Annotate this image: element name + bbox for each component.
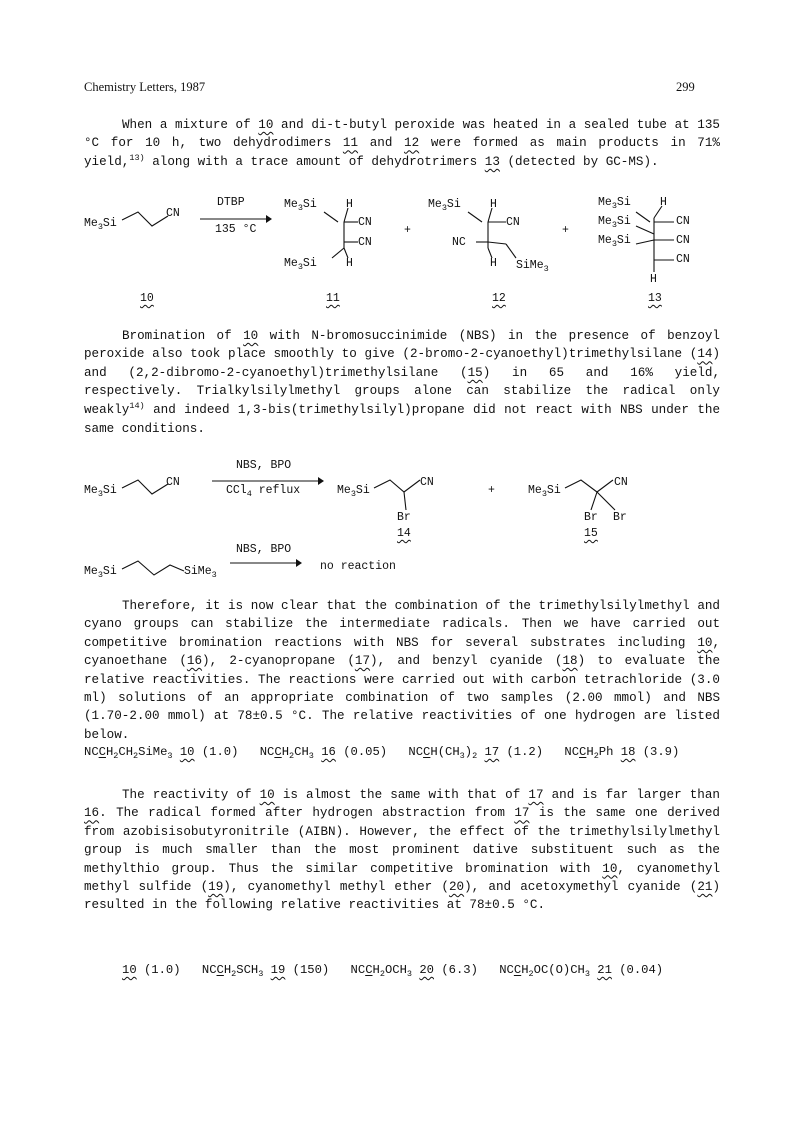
page-number: 299: [676, 80, 695, 94]
me3si-label: $Me_3Si$: [598, 234, 631, 249]
cn-label: CN: [166, 476, 180, 489]
no-reaction-label: no reaction: [320, 560, 396, 573]
reactivity-value: (1.0): [201, 745, 239, 759]
cn-label: CN: [614, 476, 628, 489]
compound-ref: 19: [270, 963, 286, 977]
compound-ref: 10: [122, 963, 137, 977]
reactivity-value: (0.04): [619, 963, 664, 977]
compound-label-10: 10: [140, 292, 154, 305]
reactivity-formula: $NCCH_2OC(O)CH_3$: [499, 963, 590, 979]
compound-ref: 12: [404, 136, 420, 151]
reactivity-value: (3.9): [642, 745, 680, 759]
reactivity-formula: $NCCH_2CH_3$: [259, 745, 314, 761]
reference-mark: 14): [129, 400, 145, 411]
condition-label: CCl$_4$ reflux: [226, 484, 301, 499]
compound-ref: 10: [243, 329, 259, 343]
compound-ref: 20: [419, 963, 434, 977]
plus-sign: +: [488, 484, 495, 497]
compound-label-14: 14: [397, 527, 411, 540]
reactivity-value: (6.3): [441, 963, 478, 977]
compound-ref: 18: [620, 745, 636, 759]
compound-label-13: 13: [648, 292, 662, 305]
compound-ref: 18: [562, 654, 578, 669]
compound-ref: 10: [697, 635, 713, 650]
me3si-label: $Me_3Si$: [84, 565, 117, 580]
nc-label: NC: [452, 236, 466, 249]
reactivity-formula: $NCCH_2OCH_3$: [350, 963, 413, 979]
compound-ref: 21: [697, 880, 713, 895]
reference-mark: 13): [129, 152, 145, 163]
compound-ref: 16: [186, 654, 203, 669]
me3si-label: $Me_3Si$: [528, 484, 561, 499]
plus-sign: +: [404, 224, 411, 237]
reactivity-value: (1.2): [506, 745, 544, 759]
reactivity-list-2: [122, 963, 762, 977]
sime3-label: SiMe$_3$: [184, 565, 217, 580]
compound-ref: 13: [484, 154, 500, 169]
compound-ref: 17: [528, 788, 544, 802]
me3si-label: $Me_3Si$: [284, 257, 317, 272]
cn-label: CN: [358, 216, 372, 229]
me3si-label: $Me_3Si$: [428, 198, 461, 213]
reactivity-value: (150): [292, 963, 330, 977]
cn-label: CN: [676, 234, 690, 247]
compound-ref: 21: [597, 963, 612, 977]
compound-ref: 15: [467, 365, 483, 380]
reagent-label: DTBP: [217, 196, 245, 209]
compound-label-15: 15: [584, 527, 598, 540]
cn-label: CN: [358, 236, 372, 249]
compound-ref: 17: [354, 654, 371, 669]
h-label: H: [346, 198, 353, 211]
reactivity-value: (1.0): [143, 963, 181, 977]
plus-sign: +: [562, 224, 569, 237]
reactivity-formula: $NCCH_2SCH_3$: [201, 963, 264, 979]
me3si-label: $Me_3Si$: [284, 198, 317, 213]
compound-ref: 16: [321, 745, 336, 759]
paragraph-4: The reactivity of 10 is almost the same with that of 17 and is far larger than 16. The radical formed after hydrogen abstraction from 17 is the same one derived from azobisisobutyronitrile (AIBN). However, the effect of the trimethylsilylmethyl group is much smaller than the most prominent dative substituent such as the methylthio group. Thus the similar competitive bromination with 10, cyanomethyl methyl sulfide (19), cyanomethyl methyl ether (20), and acetoxymethyl cyanide (21) resulted in the following relative reactivities at 78±0.5 °C.: [84, 788, 720, 913]
me3si-label: $Me_3Si$: [337, 484, 370, 499]
reaction-arrow: [230, 558, 302, 568]
compound-ref: 19: [208, 880, 224, 895]
cn-label: CN: [676, 253, 690, 266]
chain-bonds: [120, 553, 186, 583]
paragraph-1: When a mixture of 10 and di-t-butyl peroxide was heated in a sealed tube at 135 °C for 10 h, two dehydrodimers 11 and 12 were formed as main products in 71% yield,$^{13)}$ along with a trace amount of dehydrotrimers 13 (detected by GC-MS).: [84, 118, 720, 169]
me3si-label: $Me_3Si$: [598, 215, 631, 230]
reactivity-formula: $NCCH_2Ph$: [564, 745, 614, 761]
h-label: H: [346, 257, 353, 270]
sime3-label: SiMe$_3$: [516, 259, 549, 274]
reactivity-formula: $NCCH_2CH_2SiMe_3$: [84, 745, 173, 761]
h-label: H: [490, 198, 497, 211]
compound-ref: 20: [448, 880, 465, 895]
reagent-label: NBS, BPO: [236, 459, 292, 472]
h-label: H: [490, 257, 497, 270]
dimer-11-bonds: [318, 204, 362, 264]
h-label: H: [660, 196, 667, 209]
reactivity-value: (0.05): [343, 745, 388, 759]
me3si-label: $Me_3Si$: [84, 217, 117, 232]
compound-label-12: 12: [492, 292, 506, 305]
br-label: Br: [397, 511, 411, 524]
compound-label-11: 11: [326, 292, 340, 305]
compound-ref: 10: [258, 118, 274, 132]
compound-ref: 10: [602, 861, 618, 876]
compound-ref: 11: [342, 136, 359, 151]
compound-ref: 16: [84, 806, 100, 821]
paragraph-2: Bromination of 10 with N-bromosuccinimide (NBS) in the presence of benzoyl peroxide also took place smoothly to give (2-bromo-2-cyanoethyl)trimethylsilane (14) and (2,2-dibromo-2-cyanoethyl)trimethylsilane (15) in 65 and 16% yield, respectively. Trialkylsilylmethyl groups alone can stabilize the radical only weakly$^{14)}$ and indeed 1,3-bis(trimethylsilyl)propane did not react with NBS under the same conditions.: [84, 329, 721, 437]
compound-ref: 17: [514, 806, 530, 821]
me3si-label: $Me_3Si$: [84, 484, 117, 499]
reagent-label: NBS, BPO: [236, 543, 292, 556]
paragraph-3: Therefore, it is now clear that the combination of the trimethylsilylmethyl and cyano groups can stabilize the intermediate radicals. Then we have carried out competitive bromination reactions with NBS for several substrates including 10, cyanoethane (16), 2-cyanopropane (17), and benzyl cyanide (18) to evaluate the relative reactivities. The reactions were carried out with carbon tetrachloride (3.0 ml) solutions of an appropriate combination of two samples (2.00 mmol) and NBS (1.70-2.00 mmol) at 78±0.5 °C. The relative reactivities of one hydrogen are listed below.: [84, 599, 721, 742]
cn-label: CN: [676, 215, 690, 228]
br-label: Br: [613, 511, 627, 524]
journal-name: Chemistry Letters, 1987: [84, 80, 206, 94]
dimer-12-bonds: [462, 204, 522, 264]
trimer-13-bonds: [630, 204, 680, 276]
condition-label: 135 °C: [215, 223, 257, 236]
compound-ref: 14: [697, 347, 713, 362]
compound-ref: 10: [259, 788, 275, 802]
br-label: Br: [584, 511, 598, 524]
compound-ref: 17: [484, 745, 500, 759]
reactivity-formula: $NCCH(CH_3)_2$: [408, 745, 478, 761]
me3si-label: $Me_3Si$: [598, 196, 631, 211]
cn-label: CN: [166, 207, 180, 220]
cn-label: CN: [420, 476, 434, 489]
h-label: H: [650, 273, 657, 286]
cn-label: CN: [506, 216, 520, 229]
reactivity-list-1: [84, 745, 724, 759]
compound-ref: 10: [179, 745, 195, 759]
